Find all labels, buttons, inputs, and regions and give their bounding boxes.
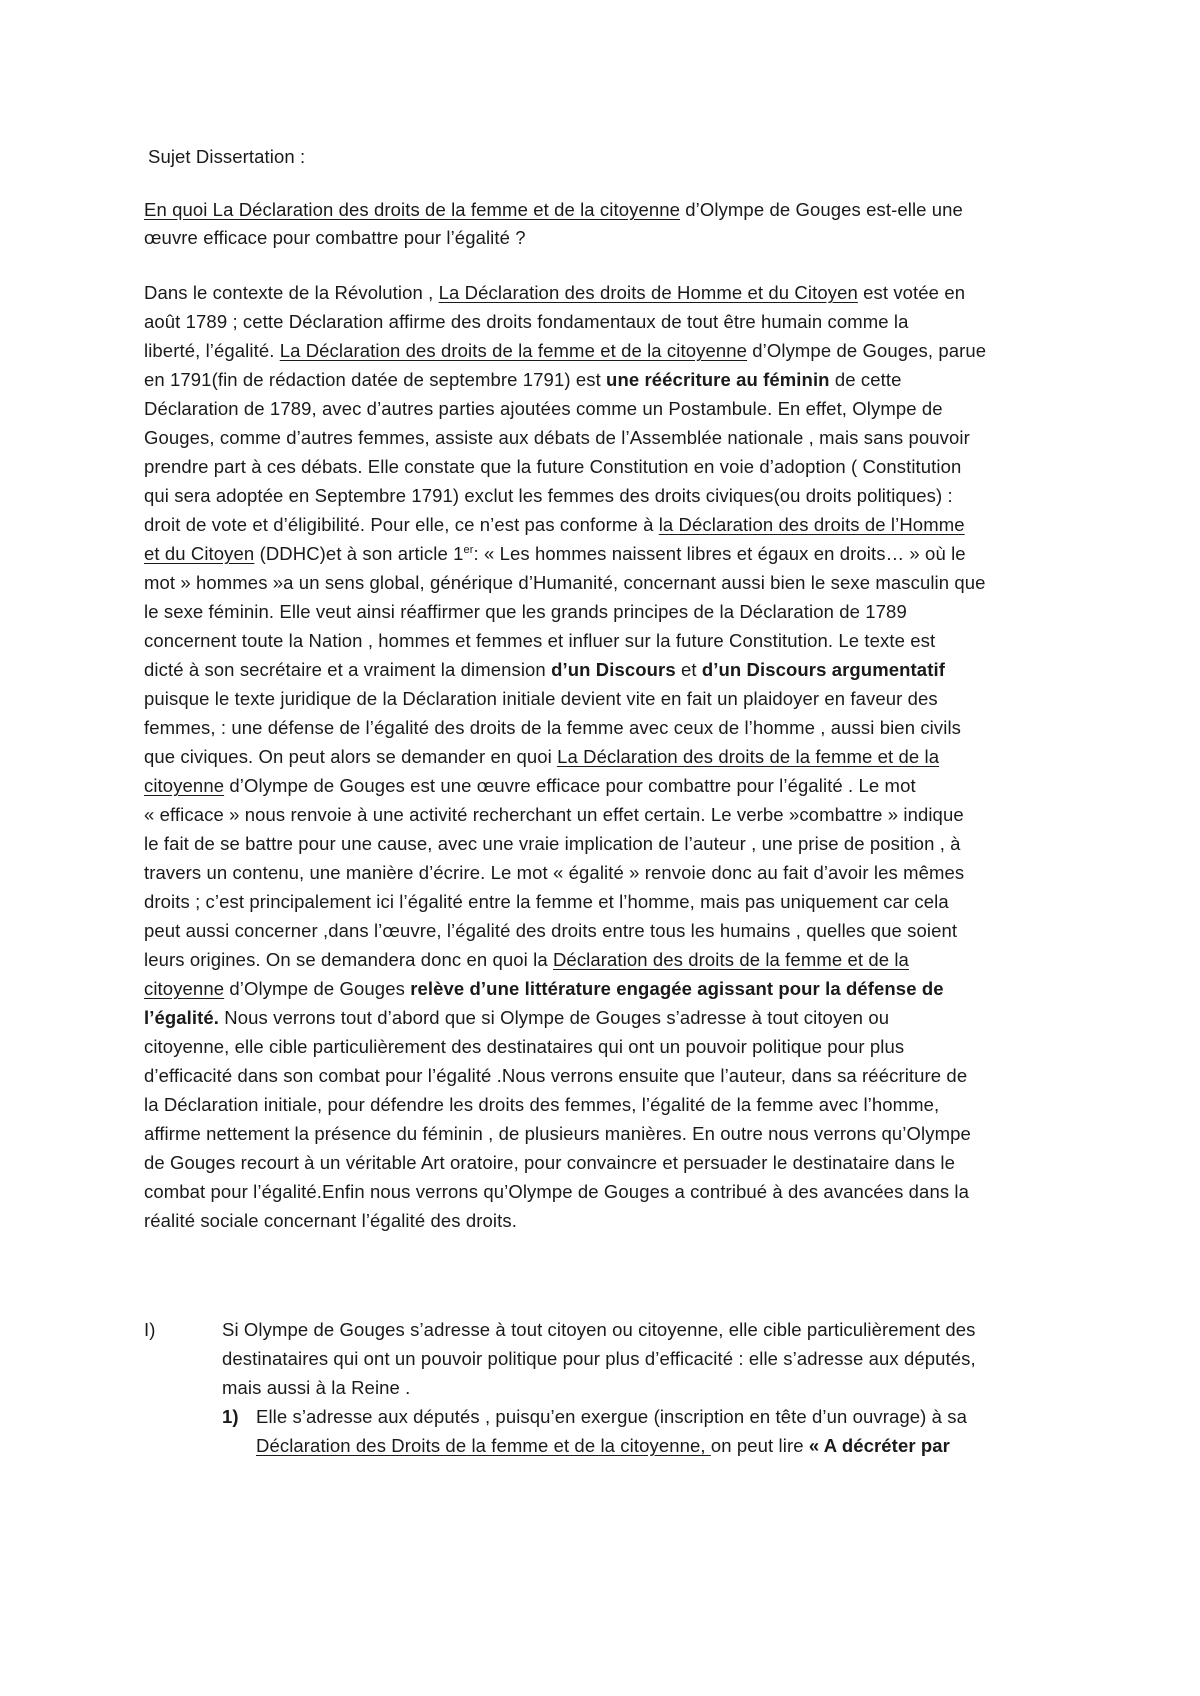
dissertation-question-line2: œuvre efficace pour combattre pour l’égalité ? <box>144 227 526 248</box>
dissertation-title: Sujet Dissertation : <box>148 146 306 167</box>
subsection-1-number: 1) <box>222 1406 239 1427</box>
dissertation-question: En quoi La Déclaration des droits de la femme et de la citoyenne d’Olympe de Gouges est-elle une <box>144 199 963 220</box>
section-1-numeral: I) <box>144 1319 156 1340</box>
document-page: Sujet Dissertation : En quoi La Déclaration des droits de la femme et de la citoyenne d’Olympe de Gouges est-elle une œuvre efficace pour combattre pour l’égalité ? Dans le contexte de la Révolution , La Déclaration des droits de Homme et du Citoyen est votée en août 1789 ; cette Déclaration affirme des droits fondamentaux de tout être humain comme la liberté, l’égalité. La Déclaration des droits de la femme et de la citoyenne d’Olympe de Gouges, parue en 1791(fin de rédaction datée de septembre 1791) est une réécriture au féminin de cette Déclaration de 1789, avec d’autres parties ajoutées comme un Postambule. En effet, Olympe de Gouges, comme d’autres femmes, assiste aux débats de l’Assemblée nationale , mais sans pouvoir prendre part à ces débats. Elle constate que la future Constitution en voie d’adoption ( Constitution qui sera adoptée en Septembre 1791) exclut les femmes des droits civiques(ou droits politiques) : droit de vote et d’éligibilité. Pour elle, ce n’est pas conforme à la Déclaration des droits de l’Homme et du Citoyen (DDHC)et à son article 1er: « Les hommes naissent libres et égaux en droits… » où le mot » hommes »a un sens global, générique d’Humanité, concernant aussi bien le sexe masculin que le sexe féminin. Elle veut ainsi réaffirmer que les grands principes de la Déclaration de 1789 concernent toute la Nation , hommes et femmes et influer sur la future Constitution. Le texte est dicté à son secrétaire et a vraiment la dimension d’un Discours et d’un Discours argumentatif puisque le texte juridique de la Déclaration initiale devient vite en fait un plaidoyer en faveur des femmes, : une défense de l’égalité des droits de la femme avec ceux de l’homme , aussi bien civils que civiques. On peut alors se demander en quoi La Déclaration des droits de la femme et de la citoyenne d’Olympe de Gouges est une œuvre efficace pour combattre pour l’égalité . Le mot « efficace » nous renvoie à une activité recherchant un effet certain. Le verbe »combattre » indique le fait de se battre pour une cause, avec une vraie implication de l’auteur , une prise de position , à travers un contenu, une manière d’écrire. Le mot « égalité » renvoie donc au fait d’avoir les mêmes droits ; c’est principalement ici l’égalité entre la femme et l’homme, mais pas uniquement car cela peut aussi concerner ,dans l’œuvre, l’égalité des droits entre tous les humains , quelles que soient leurs origines. On se demandera donc en quoi la Déclaration des droits de la femme et de la citoyenne d’Olympe de Gouges relève d’une littérature engagée agissant pour la défense de l’égalité. Nous verrons tout d’abord que si Olympe de Gouges s’adresse à tout citoyen ou citoyenne, elle cible particulièrement des destinataires qui ont un pouvoir politique pour plus d’efficacité dans son combat pour l’égalité .Nous verrons ensuite que l’auteur, dans sa réécriture de la Déclaration initiale, pour défendre les droits des femmes, l’égalité de la femme avec l’homme, affirme nettement la présence du féminin , de plusieurs manières. En outre nous verrons qu’Olympe de Gouges recourt à un véritable Art oratoire, pour convaincre et persuader le destinataire dans le combat pour l’égalité.Enfin nous verrons qu’Olympe de Gouges a contribué à des avancées dans la réalité sociale concernant l’égalité des droits. I) Si Olympe de Gouges s’adresse à tout citoyen ou citoyenne, elle cible particulièrement des destinataires qui ont un pouvoir politique pour plus d’efficacité : elle s’adresse aux députés, mais aussi à la Reine . 1) Elle s’adresse aux députés , puisqu’en exergue (inscription en tête d’un ouvrage) à sa Déclaration des Droits de la femme et de la citoyenne, on peut lire « A décréter par <box>144 146 987 1456</box>
book-title: En quoi La Déclaration des droits de la femme et de la citoyenne <box>144 199 681 220</box>
